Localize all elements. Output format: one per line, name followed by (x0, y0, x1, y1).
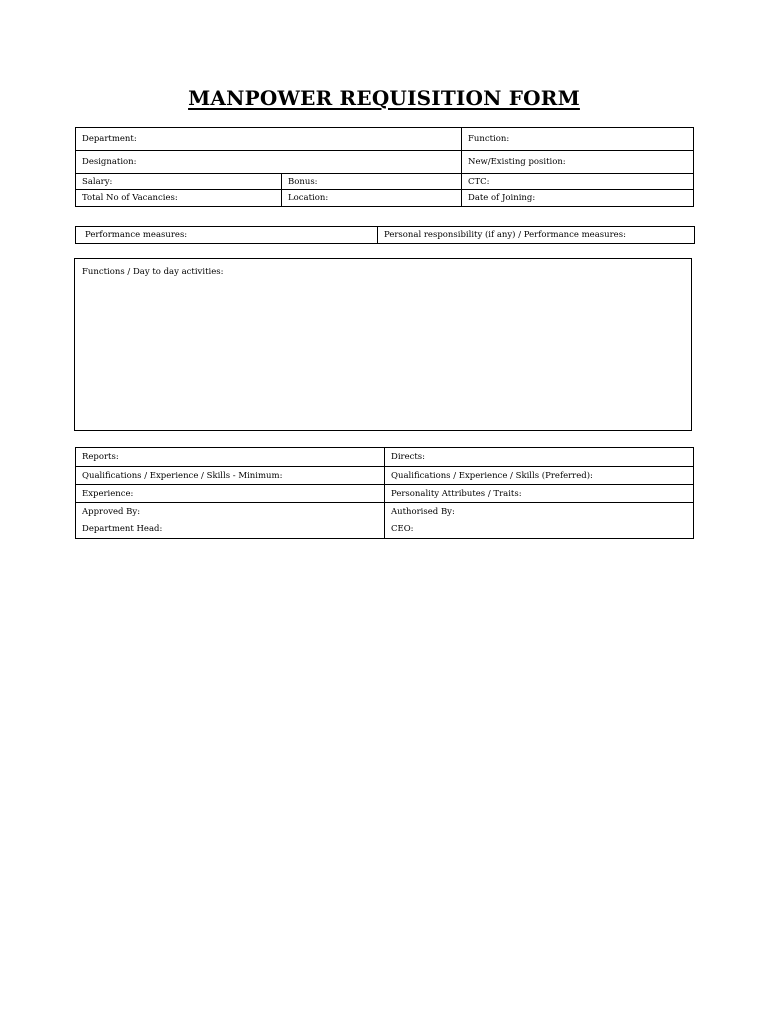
page-title-text: MANPOWER REQUISITION FORM (188, 86, 580, 110)
authorised-by-field[interactable] (385, 503, 694, 539)
table-row (76, 151, 694, 174)
functions-activities-box[interactable] (74, 258, 692, 431)
salary-field[interactable] (76, 174, 282, 190)
table-row (76, 503, 694, 539)
total-vacancies-field[interactable] (76, 190, 282, 207)
qualifications-minimum-field[interactable] (76, 467, 385, 485)
qualifications-preferred-label: Qualifications / Experience / Skills (Preferred): (391, 470, 593, 481)
authorised-by-label: Authorised By: (391, 506, 455, 517)
salary-label: Salary: (82, 176, 113, 187)
experience-label: Experience: (82, 488, 134, 499)
performance-table (75, 226, 695, 244)
department-label: Department: (82, 134, 137, 144)
qualifications-preferred-field[interactable] (385, 467, 694, 485)
ctc-field[interactable] (462, 174, 694, 190)
directs-field[interactable] (385, 448, 694, 467)
personal-responsibility-field[interactable] (378, 227, 695, 244)
reports-label: Reports: (82, 452, 119, 462)
function-field[interactable] (462, 128, 694, 151)
approved-by-label: Approved By: (82, 506, 141, 517)
bonus-field[interactable] (282, 174, 462, 190)
location-field[interactable] (282, 190, 462, 207)
new-existing-position-field[interactable] (462, 151, 694, 174)
personal-responsibility-label: Personal responsibility (if any) / Performance measures: (384, 230, 626, 240)
table-row (76, 448, 694, 467)
table-row (76, 227, 695, 244)
table-row (76, 128, 694, 151)
function-label: Function: (468, 134, 510, 144)
qualifications-minimum-label: Qualifications / Experience / Skills - Minimum: (82, 470, 283, 481)
performance-measures-field[interactable] (76, 227, 378, 244)
reporting-approval-table (75, 447, 694, 539)
position-details-table (75, 127, 694, 207)
date-of-joining-field[interactable] (462, 190, 694, 207)
functions-activities-label: Functions / Day to day activities: (82, 267, 224, 277)
approved-by-field[interactable] (76, 503, 385, 539)
performance-measures-label: Performance measures: (85, 230, 188, 240)
page-title (0, 86, 768, 110)
reports-field[interactable] (76, 448, 385, 467)
department-head-label: Department Head: (82, 523, 163, 534)
table-row (76, 190, 694, 207)
location-label: Location: (288, 193, 329, 203)
table-row (76, 174, 694, 190)
table-row (76, 485, 694, 503)
bonus-label: Bonus: (288, 176, 318, 187)
personality-attributes-label: Personality Attributes / Traits: (391, 488, 522, 499)
directs-label: Directs: (391, 452, 426, 462)
new-existing-position-label: New/Existing position: (468, 157, 566, 167)
experience-field[interactable] (76, 485, 385, 503)
designation-label: Designation: (82, 157, 137, 167)
ceo-label: CEO: (391, 523, 414, 534)
personality-attributes-field[interactable] (385, 485, 694, 503)
total-vacancies-label: Total No of Vacancies: (82, 193, 178, 203)
table-row (76, 467, 694, 485)
department-field[interactable] (76, 128, 462, 151)
designation-field[interactable] (76, 151, 462, 174)
ctc-label: CTC: (468, 176, 490, 187)
date-of-joining-label: Date of Joining: (468, 193, 536, 203)
